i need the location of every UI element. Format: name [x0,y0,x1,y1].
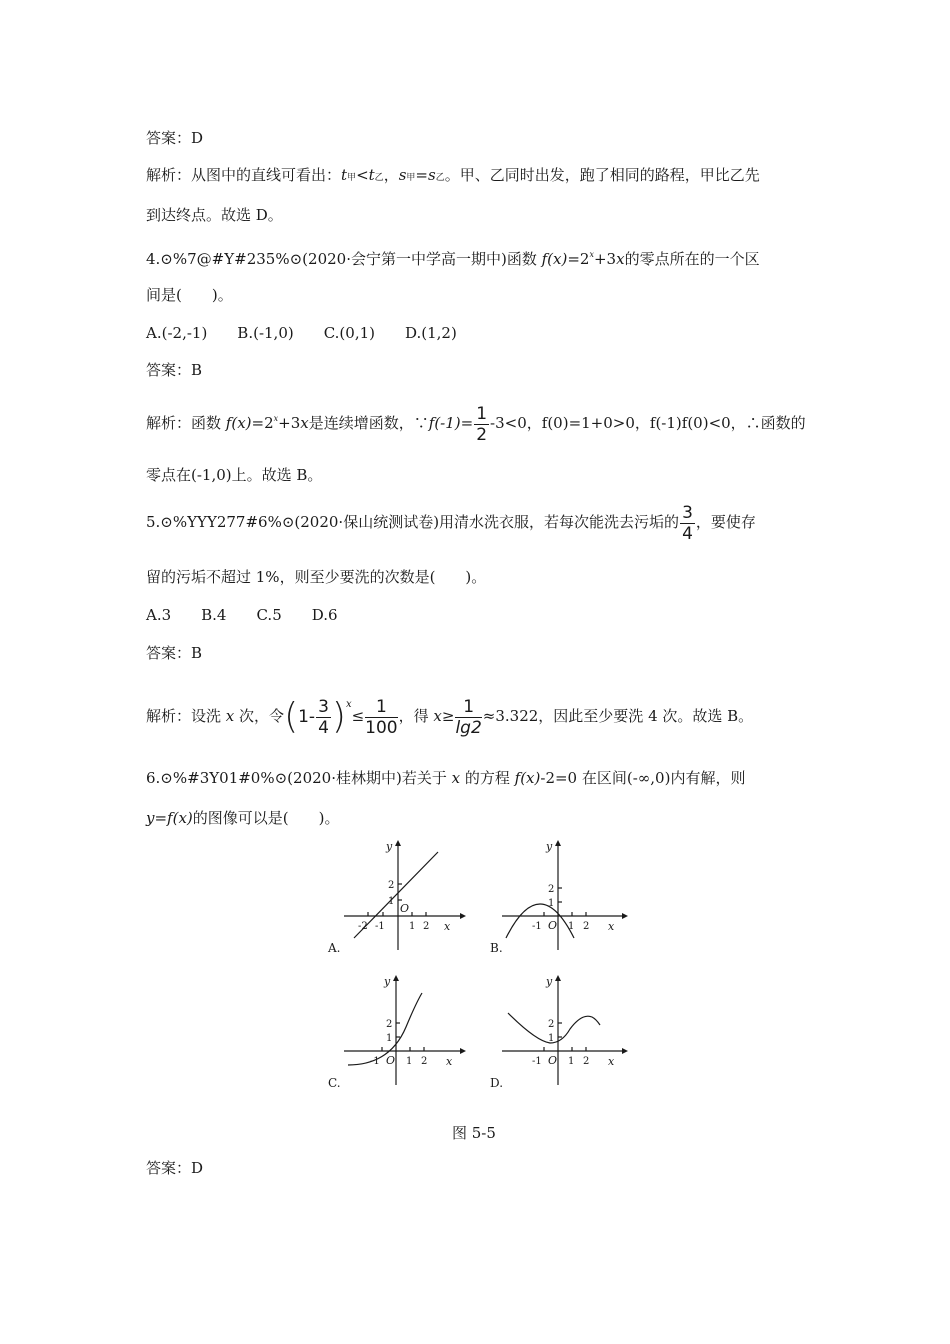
q4-answer: 答案：B [146,361,203,379]
q5-paren-close: ) [331,696,346,737]
q4-eq-a: =2 [567,250,590,268]
graph-a-label: A. [328,941,341,955]
q3-sub2: 乙 [374,173,384,183]
q4-exp-b: 是连续增函数，∵ [308,414,429,432]
q4-options: A.(-2,-1) B.(-1,0) C.(0,1) D.(1,2) [146,324,457,342]
q5-exp-d: ≈3.322，因此至少要洗 4 次。故选 B。 [482,707,754,725]
graph-c [320,973,470,1093]
q3-explanation [146,165,760,188]
graph-d [482,973,632,1093]
q5-x2: x [433,707,442,725]
graph-a-ytick: 2 [388,880,395,891]
q4-sup-x: x [589,250,594,259]
q5-stem [146,500,756,544]
q5-paren-open: ( [284,696,299,737]
graph-a-tick: -2 [358,921,368,932]
q5-exp-x: x [345,699,352,710]
graph-b-x-label: x [608,920,615,933]
graph-d-tick: -1 [532,1056,542,1067]
graph-c-label: C. [328,1076,341,1090]
q3-t1: t [341,166,348,184]
q5-rhs-num: 1 [365,697,397,718]
graph-a-tick: 1 [409,921,416,932]
q5-rhs2-fraction [455,697,481,738]
q3-exp-prefix: 解析：从图中的直线可看出： [146,166,342,184]
graph-b-ytick: 1 [548,898,555,909]
graph-d-ytick: 2 [548,1019,555,1030]
q5-explanation [146,682,753,740]
q5-rhs2-den: lg2 [455,717,482,738]
q4-stem-a: 4.⊙%7@#Y#235%⊙(2020·会宁第一中学高一期中)函数 [146,250,537,268]
q5-exp-a: 解析：设洗 [146,707,222,725]
graph-a-origin: O [400,902,410,915]
q4-exp-c: -3<0， [490,414,542,432]
q3-explanation-line2: 到达终点。故选 D。 [146,206,283,224]
q5-exp-c: ，得 [398,707,429,725]
q5-options: A.3 B.4 C.5 D.6 [146,606,338,624]
graph-d-tick: 2 [583,1056,590,1067]
q5-leq: ≤ [351,707,365,725]
q6-stem-line2-text: 的图像可以是( )。 [192,809,340,827]
graph-d-origin: O [548,1054,558,1067]
graph-c-curve [348,993,422,1065]
graph-d-tick: 1 [568,1056,575,1067]
q4-exp-x: x [300,414,309,432]
q4-explanation-line2: 零点在(-1,0)上。故选 B。 [146,466,323,484]
graph-b-label: B. [490,941,503,955]
graph-a [320,838,470,958]
q5-rhs-den: 100 [365,717,398,738]
q3-sub3: 甲 [406,173,416,183]
graph-c-origin: O [386,1054,396,1067]
q5-stem-a: 5.⊙%YYY277#6%⊙(2020·保山统测试卷)用清水洗衣服，若每次能洗去污垢的 [146,513,680,531]
q3-s1: s [398,166,407,184]
figure-caption: 图 5-5 [452,1124,496,1142]
graph-a-ytick: 1 [388,896,395,907]
graph-d-label: D. [490,1076,504,1090]
q4-fx: f(x) [541,250,568,268]
q5-geq: ≥ [441,707,455,725]
q5-exp-b: 次，令 [239,707,285,725]
graph-b-ytick: 2 [548,884,555,895]
q6-y-eq: y=f(x) [146,809,193,827]
q6-answer: 答案：D [146,1159,204,1177]
graph-a-y-label: y [386,840,393,853]
q4-x: x [616,250,625,268]
q5-rhs2-num: 1 [455,697,481,718]
q3-t2: t [368,166,375,184]
q4-fm1: f(-1)= [428,414,474,432]
q4-exp-fx: f(x) [225,414,252,432]
q6-stem-c: -2=0 在区间(-∞,0)内有解，则 [540,769,746,787]
graph-c-tick: -1 [370,1056,380,1067]
q5-frac-num: 3 [682,502,693,523]
q6-fx: f(x) [514,769,541,787]
graph-c-ytick: 2 [386,1019,393,1030]
q6-x: x [451,769,461,787]
graph-b-tick: 2 [583,921,590,932]
q5-fraction [680,503,695,544]
graph-d-ytick: 1 [548,1033,555,1044]
q5-stem-b: ，要使存 [695,513,756,531]
graph-c-y-label: y [384,975,391,988]
q4-half-num: 1 [476,403,488,424]
graph-b-y-label: y [546,840,553,853]
q3-lt: < [356,166,369,184]
q4-eq-b: +3 [593,250,617,268]
q3-comma: ， [383,166,399,184]
q5-base-den: 4 [318,717,329,738]
graph-c-ytick: 1 [386,1033,393,1044]
q5-stem-line2: 留的污垢不超过 1%，则至少要洗的次数是( )。 [146,568,487,586]
q5-base-num: 3 [318,696,329,717]
graph-c-x-label: x [446,1055,453,1068]
q3-eq: = [415,166,428,184]
q5-answer: 答案：B [146,644,203,662]
q5-base-fraction [316,697,331,738]
q4-half-den: 2 [476,424,488,445]
q5-rhs-fraction [365,697,397,738]
q3-sub4: 乙 [435,173,445,183]
q4-stem-b: 的零点所在的一个区 [624,250,760,268]
q4-exp-eq-a: =2 [251,414,274,432]
q3-exp-mid: 。甲、乙同时出发，跑了相同的路程，甲比乙先 [444,166,760,184]
graph-b-tick: 1 [568,921,575,932]
q5-one-minus: 1- [298,707,316,727]
q4-f0: f(0)=1+0>0， [541,414,650,432]
q6-stem-line2 [146,808,339,828]
graph-a-tick: 2 [423,921,430,932]
q3-answer: 答案：D [146,129,204,147]
q4-half-fraction [474,404,489,445]
q4-exp-sup-x: x [273,414,279,423]
graph-a-x-label: x [444,920,451,933]
graph-a-tick: -1 [375,921,385,932]
q6-stem-a: 6.⊙%#3Y01#0%⊙(2020·桂林期中)若关于 [146,769,447,787]
graph-c-tick: 1 [406,1056,413,1067]
q3-s2: s [428,166,436,184]
q5-x: x [225,707,235,725]
q6-stem [146,768,745,788]
graph-d-y-label: y [546,975,553,988]
q4-exp-eq-b: +3 [278,414,301,432]
q4-fm1f0: f(-1)f(0)<0，∴函数的 [649,414,806,432]
q4-stem-line2: 间是( )。 [146,286,233,304]
q4-stem [146,245,760,269]
q5-frac-den: 4 [682,523,693,544]
graph-c-tick: 2 [421,1056,428,1067]
graph-b [482,838,632,958]
q4-exp-a: 解析：函数 [146,414,222,432]
q3-sub1: 甲 [347,173,357,183]
graph-b-tick: -1 [532,921,542,932]
q6-stem-b: 的方程 [464,769,510,787]
q4-explanation [146,397,806,445]
graph-d-x-label: x [608,1055,615,1068]
graph-b-origin: O [548,919,558,932]
